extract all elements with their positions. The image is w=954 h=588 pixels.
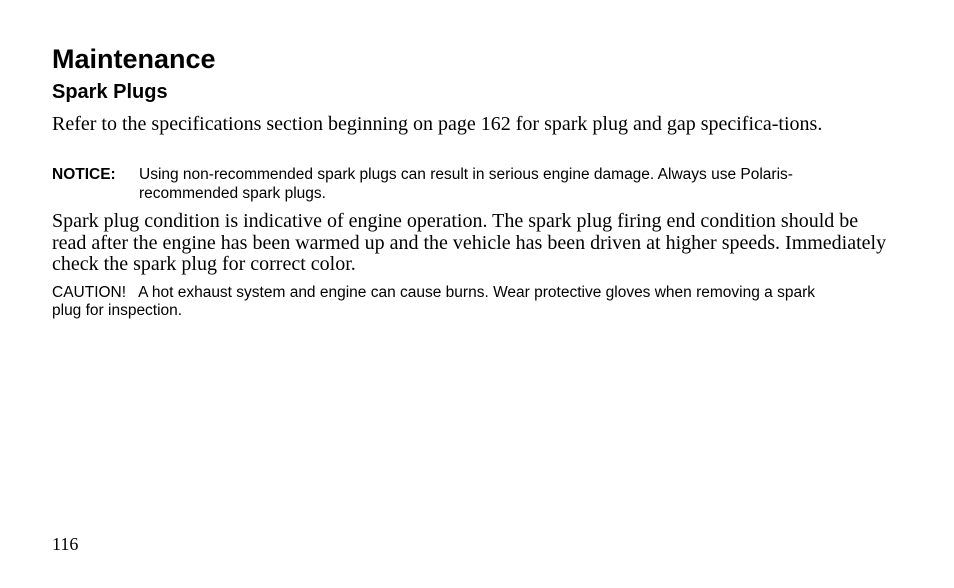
subsection-title: Spark Plugs bbox=[52, 81, 168, 103]
caution-block bbox=[52, 284, 832, 320]
notice-text: Using non-recommended spark plugs can result in serious engine damage. Always use Polaris-recommended spark plugs. bbox=[139, 166, 793, 202]
specifications-reference-paragraph: Refer to the specifications section beginning on page 162 for spark plug and gap specifica-tions. bbox=[52, 113, 823, 135]
caution-text: A hot exhaust system and engine can cause burns. Wear protective gloves when removing a spark plug for inspection. bbox=[52, 284, 815, 319]
caution-label: CAUTION! bbox=[52, 284, 127, 301]
page-number: 116 bbox=[52, 534, 79, 554]
spark-plug-condition-paragraph: Spark plug condition is indicative of engine operation. The spark plug firing end condition should be read after the engine has been warmed up and the vehicle has been driven at higher speeds. Immediately check the spark plug for correct color. bbox=[52, 210, 887, 275]
manual-page bbox=[52, 0, 892, 588]
notice-block bbox=[52, 165, 872, 203]
section-title: Maintenance bbox=[52, 44, 216, 74]
notice-label: NOTICE: bbox=[52, 166, 116, 183]
